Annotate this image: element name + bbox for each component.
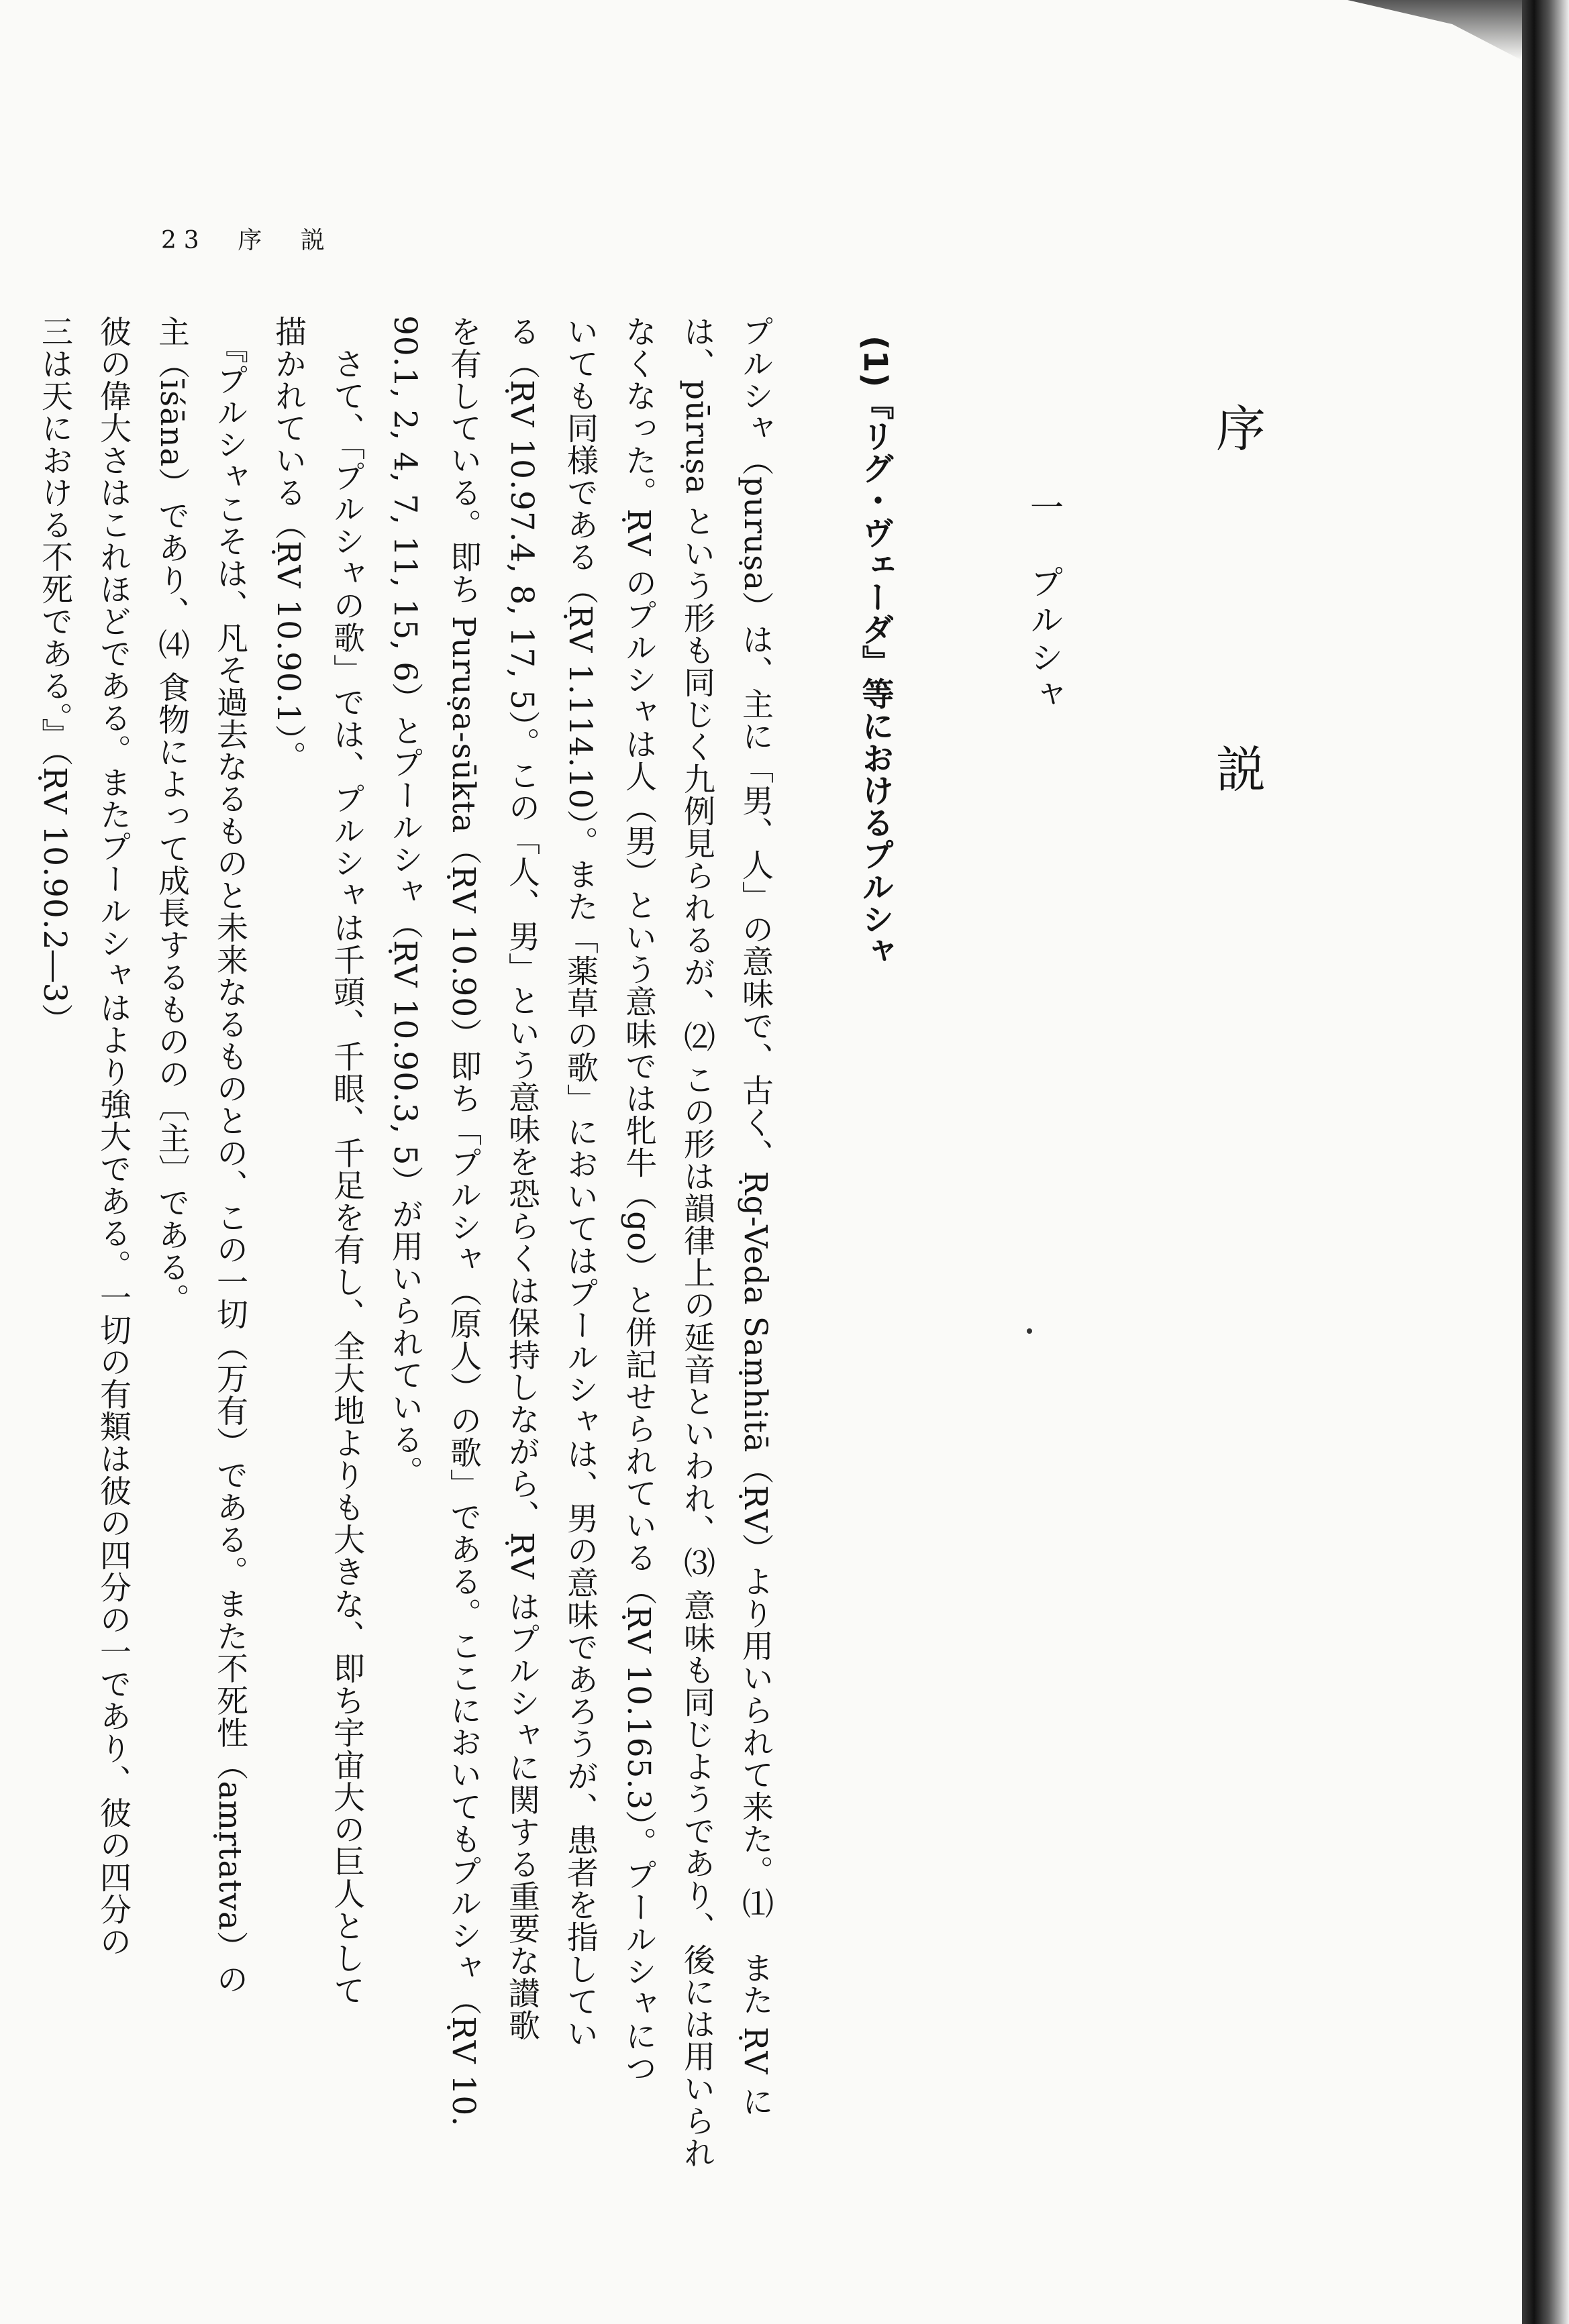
text-line: 『プルシャこそは、凡そ過去なるものと未来なるものとの、この一切（万有）である。また不死性（amṛtatva）の	[211, 315, 248, 1995]
section-heading: (1)『リグ・ヴェーダ』等におけるプルシャ	[856, 335, 894, 967]
text-line: を有している。即ち Puruṣa-sūkta（ṚV 10.90）即ち「プルシャ（原人）の歌」である。ここにおいてもプルシャ（ṚV 10.	[445, 315, 482, 2127]
text-line: いても同様である（ṚV 1.114.10）。また「薬草の歌」においてはプールシャは、男の意味であろうが、患者を指してい	[562, 315, 599, 2050]
text-line: 主（īśāna）であり、⑷ 食物によって成長するものの〔主〕である。	[153, 315, 190, 1316]
chapter-title: 一 プルシャ	[1025, 490, 1064, 715]
text-line: なくなった。ṚV のプルシャは人（男）という意味では牝牛（go）と併記せられている（ṚV 10.165.3）。プールシャにつ	[620, 315, 657, 2084]
text-line: 彼の偉大さはこれほどである。またプールシャはより強大である。一切の有類は彼の四分の一であり、彼の四分の	[95, 315, 132, 1958]
text-line: る（ṚV 10.97.4, 8, 17, 5）。この「人、男」という意味を恐らくは保持しながら、ṚV はプルシャに関する重要な讃歌	[503, 315, 540, 2042]
text-line: 描かれている（ṚV 10.90.1）。	[270, 315, 307, 774]
page-title: 序 説	[1208, 403, 1266, 914]
text-line: プルシャ（puruṣa）は、主に「男、人」の意味で、古く、Ṛg-Veda Saṃhitā（ṚV）より用いられて来た。⑴ また ṚV に	[737, 315, 774, 2118]
scan-shadow-top	[1348, 0, 1522, 60]
running-header: 23 序 説	[161, 227, 332, 254]
text-line: は、pūruṣa という形も同じく九例見られるが、⑵ この形は韻律上の延音といわれ、⑶ 意味も同じようであり、後には用いられ	[678, 315, 715, 2170]
scan-speck	[1027, 1328, 1032, 1334]
text-line: さて、「プルシャの歌」では、プルシャは千頭、千眼、千足を有し、全大地よりも大きな、即ち宇宙大の巨人として	[328, 315, 365, 2007]
text-line: 90.1, 2, 4, 7, 11, 15, 6）とプールシャ（ṚV 10.90.3, 5）が用いられている。	[387, 315, 423, 1488]
scan-shadow-edge	[1522, 0, 1569, 2324]
text-line: 三は天における不死である。』（ṚV 10.90.2―3）	[36, 315, 73, 1036]
